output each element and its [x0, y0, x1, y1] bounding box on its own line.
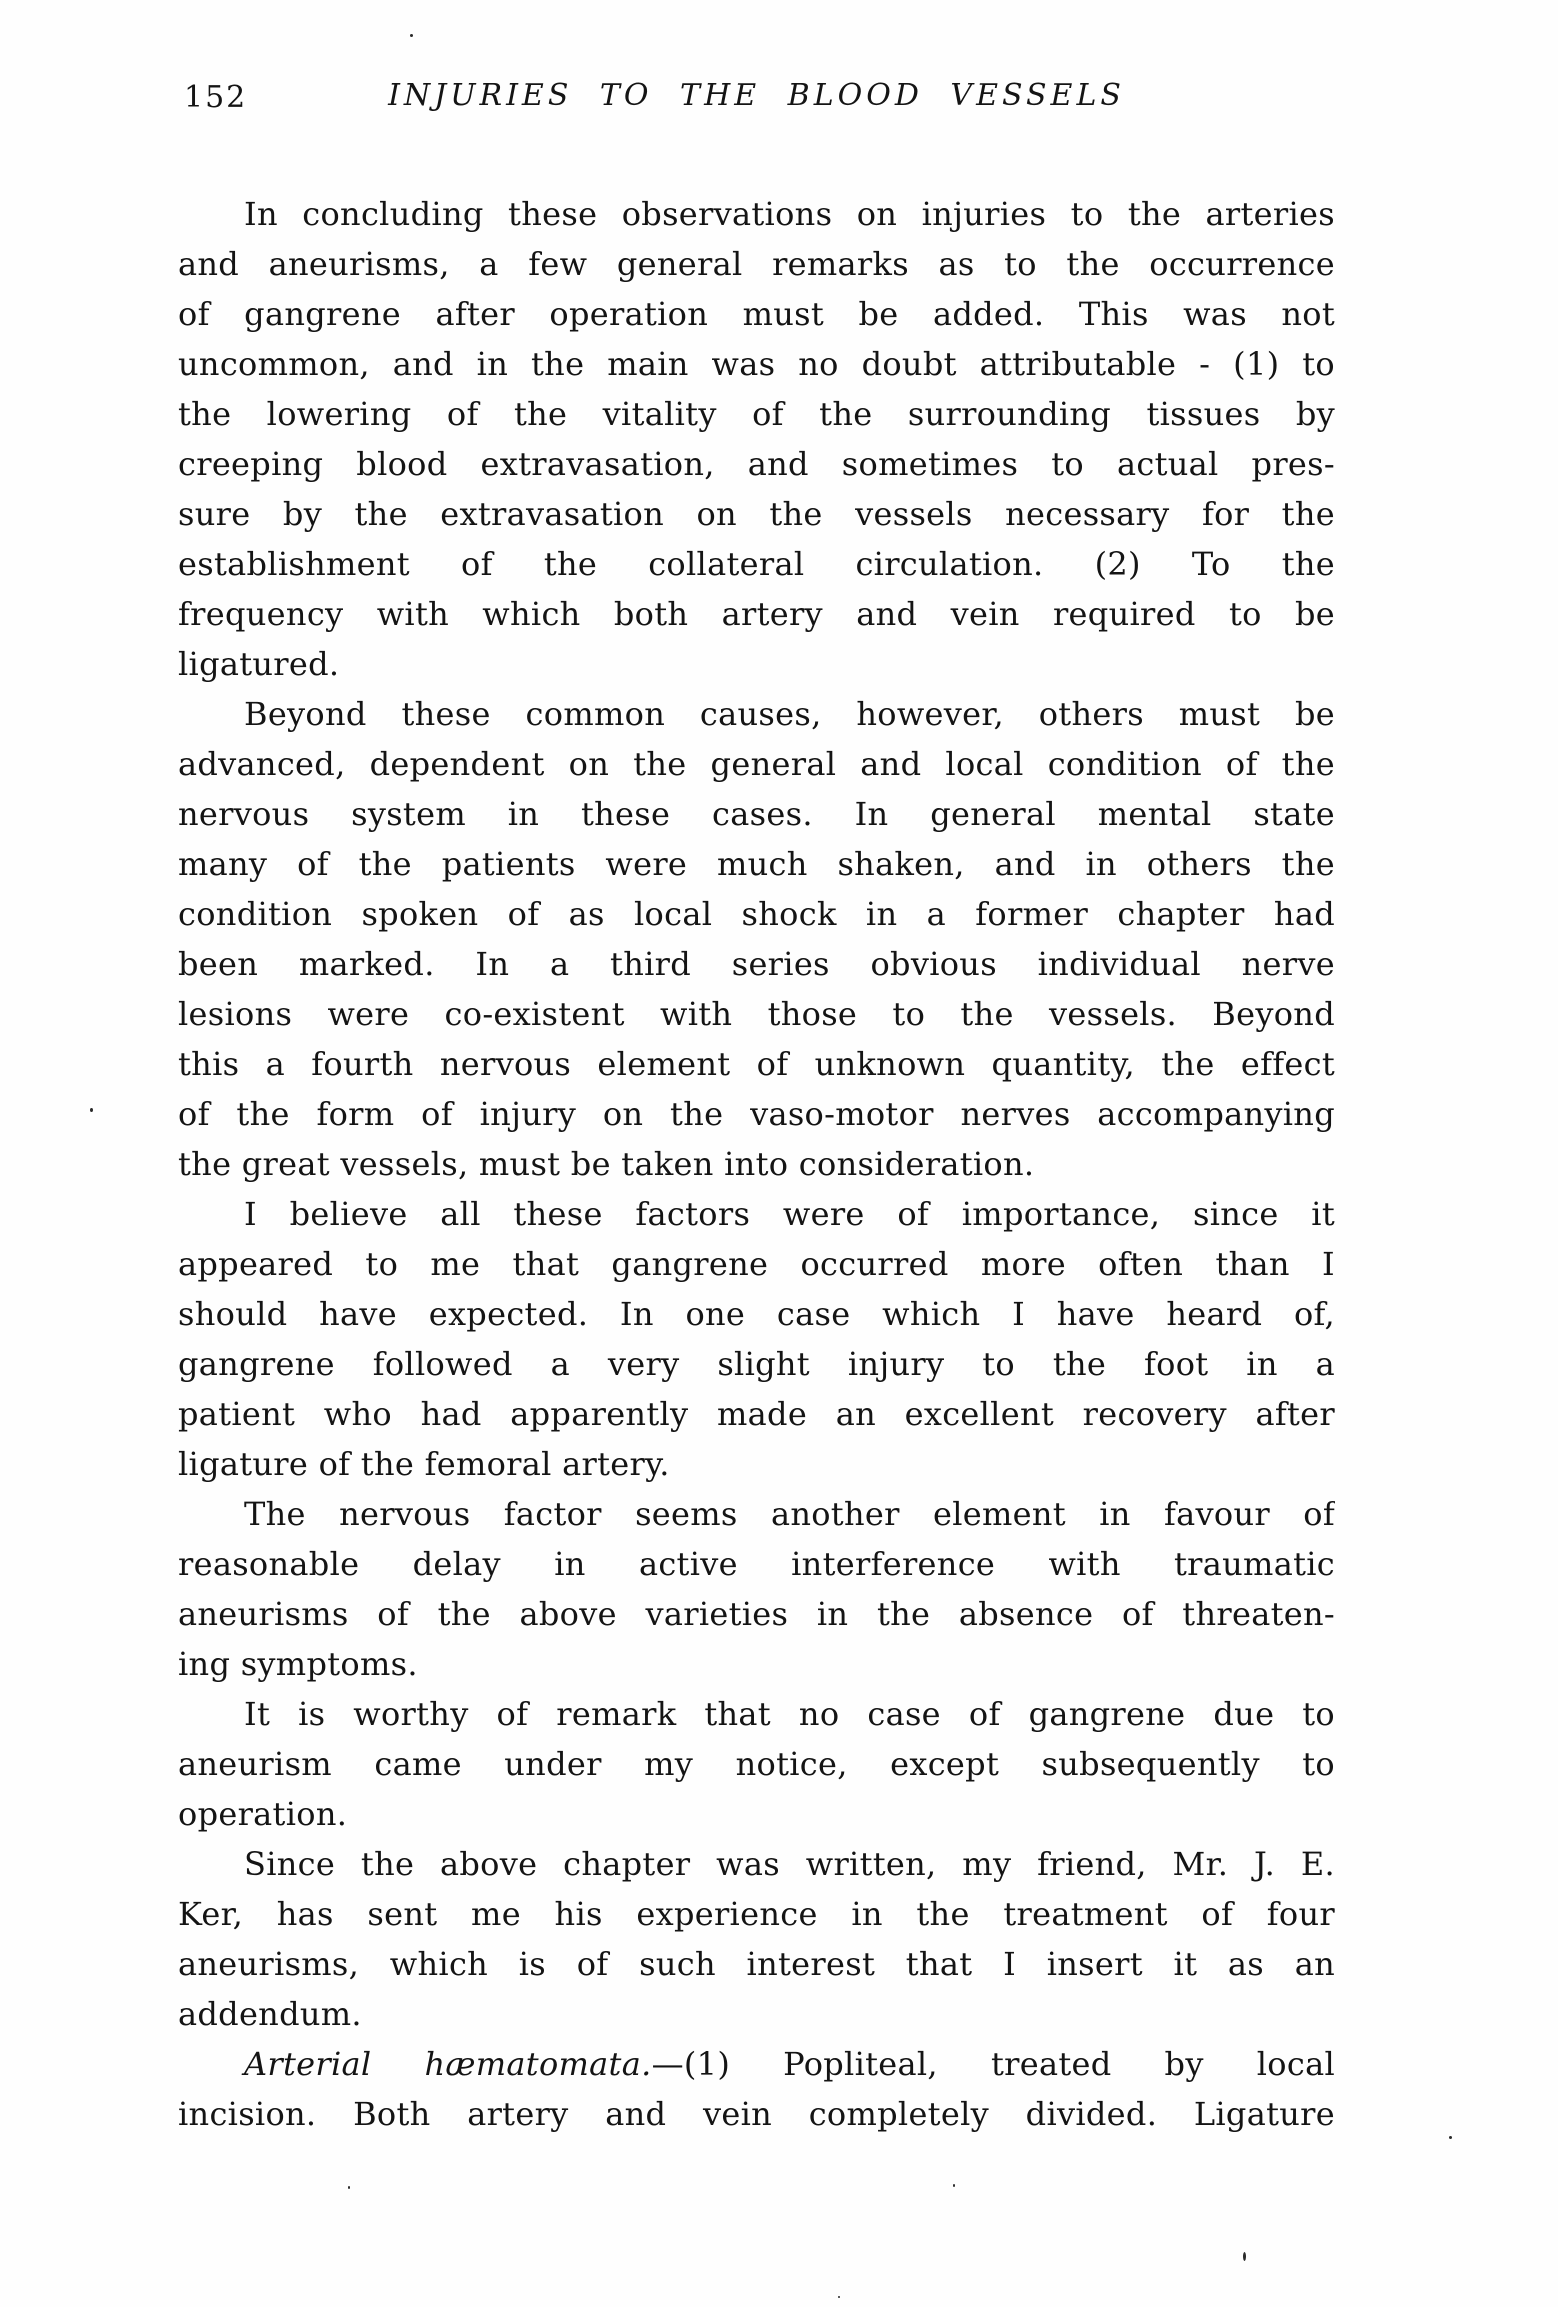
- text-segment: appeared to me that gangrene occurred more often than I: [178, 1245, 1335, 1283]
- text-line: [178, 1239, 1335, 1289]
- text-line: [178, 789, 1335, 839]
- text-segment: should have expected. In one case which I have heard of,: [178, 1295, 1335, 1333]
- text-segment: incision. Both artery and vein completely divided. Ligature: [178, 2095, 1335, 2133]
- page-body: [178, 189, 1335, 2139]
- text-line: [178, 1989, 1335, 2039]
- text-line: [178, 1089, 1335, 1139]
- text-segment: addendum.: [178, 1995, 362, 2033]
- text-segment: It is worthy of remark that no case of gangrene due to: [244, 1695, 1335, 1733]
- text-segment: —(1) Popliteal, treated by local: [651, 2045, 1335, 2083]
- paragraph: [178, 189, 1335, 689]
- text-line: [178, 639, 1335, 689]
- text-line: [178, 2039, 1335, 2089]
- text-line: [178, 1639, 1335, 1689]
- scan-speckle: [90, 1108, 93, 1112]
- text-line: [178, 289, 1335, 339]
- text-segment: uncommon, and in the main was no doubt attributable - (1) to: [178, 345, 1335, 383]
- paragraph: [178, 1839, 1335, 2039]
- text-segment: the great vessels, must be taken into consideration.: [178, 1145, 1035, 1183]
- text-line: [178, 1339, 1335, 1389]
- text-line: [178, 339, 1335, 389]
- text-line: [178, 2089, 1335, 2139]
- text-segment: gangrene followed a very slight injury to the foot in a: [178, 1345, 1335, 1383]
- text-line: [178, 589, 1335, 639]
- text-segment: sure by the extravasation on the vessels necessary for the: [178, 495, 1335, 533]
- text-line: [178, 1889, 1335, 1939]
- text-line: [178, 1539, 1335, 1589]
- text-line: [178, 1739, 1335, 1789]
- text-line: [178, 1439, 1335, 1489]
- text-segment: aneurism came under my notice, except subsequently to: [178, 1745, 1335, 1783]
- text-line: [178, 439, 1335, 489]
- text-line: [178, 839, 1335, 889]
- text-line: [178, 239, 1335, 289]
- text-segment: of the form of injury on the vaso-motor nerves accompanying: [178, 1095, 1335, 1133]
- text-segment: The nervous factor seems another element in favour of: [244, 1495, 1335, 1533]
- text-line: [178, 1939, 1335, 1989]
- paragraph: [178, 1489, 1335, 1689]
- text-line: [178, 1689, 1335, 1739]
- text-line: [178, 1589, 1335, 1639]
- text-segment: nervous system in these cases. In general mental state: [178, 795, 1335, 833]
- text-segment: reasonable delay in active interference with traumatic: [178, 1545, 1335, 1583]
- text-line: [178, 1389, 1335, 1439]
- text-segment: ing symptoms.: [178, 1645, 418, 1683]
- text-line: [178, 1039, 1335, 1089]
- text-segment: aneurisms of the above varieties in the absence of threaten-: [178, 1595, 1335, 1633]
- paragraph: [178, 2039, 1335, 2139]
- text-segment: ligature of the femoral artery.: [178, 1445, 670, 1483]
- text-line: [178, 1189, 1335, 1239]
- italic-text: Arterial hæmatomata.: [244, 2045, 652, 2083]
- text-line: [178, 489, 1335, 539]
- text-line: [178, 939, 1335, 989]
- text-segment: this a fourth nervous element of unknown quantity, the effect: [178, 1045, 1335, 1083]
- page-header: [178, 78, 1335, 122]
- text-segment: Ker, has sent me his experience in the treatment of four: [178, 1895, 1335, 1933]
- text-segment: Beyond these common causes, however, others must be: [244, 695, 1335, 733]
- text-segment: many of the patients were much shaken, and in others the: [178, 845, 1335, 883]
- text-segment: ligatured.: [178, 645, 340, 683]
- scan-speckle: [348, 2186, 350, 2189]
- paragraph: [178, 1189, 1335, 1489]
- text-line: [178, 1839, 1335, 1889]
- text-segment: creeping blood extravasation, and sometimes to actual pres-: [178, 445, 1335, 483]
- scan-speckle: [410, 34, 413, 37]
- text-line: [178, 1289, 1335, 1339]
- text-line: [178, 1789, 1335, 1839]
- text-segment: of gangrene after operation must be added. This was not: [178, 295, 1335, 333]
- text-line: [178, 1139, 1335, 1189]
- text-segment: frequency with which both artery and vein required to be: [178, 595, 1335, 633]
- text-line: [178, 689, 1335, 739]
- text-segment: advanced, dependent on the general and local condition of the: [178, 745, 1335, 783]
- text-segment: the lowering of the vitality of the surrounding tissues by: [178, 395, 1335, 433]
- text-segment: and aneurisms, a few general remarks as to the occurrence: [178, 245, 1335, 283]
- text-line: [178, 539, 1335, 589]
- text-segment: condition spoken of as local shock in a former chapter had: [178, 895, 1335, 933]
- text-segment: establishment of the collateral circulation. (2) To the: [178, 545, 1335, 583]
- running-title: INJURIES TO THE BLOOD VESSELS: [388, 78, 1125, 113]
- text-segment: aneurisms, which is of such interest that I insert it as an: [178, 1945, 1335, 1983]
- page-number: 152: [184, 80, 248, 115]
- text-segment: I believe all these factors were of importance, since it: [244, 1195, 1335, 1233]
- text-line: [178, 1489, 1335, 1539]
- text-segment: In concluding these observations on injuries to the arteries: [244, 195, 1335, 233]
- text-segment: patient who had apparently made an excellent recovery after: [178, 1395, 1335, 1433]
- text-line: [178, 389, 1335, 439]
- text-segment: lesions were co-existent with those to the vessels. Beyond: [178, 995, 1335, 1033]
- paragraph: [178, 1689, 1335, 1839]
- scan-speckle: [953, 2184, 955, 2187]
- text-segment: operation.: [178, 1795, 348, 1833]
- scan-speckle: [1449, 2136, 1452, 2139]
- paragraph: [178, 689, 1335, 1189]
- text-line: [178, 889, 1335, 939]
- text-line: [178, 189, 1335, 239]
- text-line: [178, 739, 1335, 789]
- text-line: [178, 989, 1335, 1039]
- scan-speckle: [838, 2296, 840, 2298]
- text-segment: Since the above chapter was written, my friend, Mr. J. E.: [244, 1845, 1335, 1883]
- scan-speckle: [1243, 2252, 1246, 2261]
- text-segment: been marked. In a third series obvious individual nerve: [178, 945, 1335, 983]
